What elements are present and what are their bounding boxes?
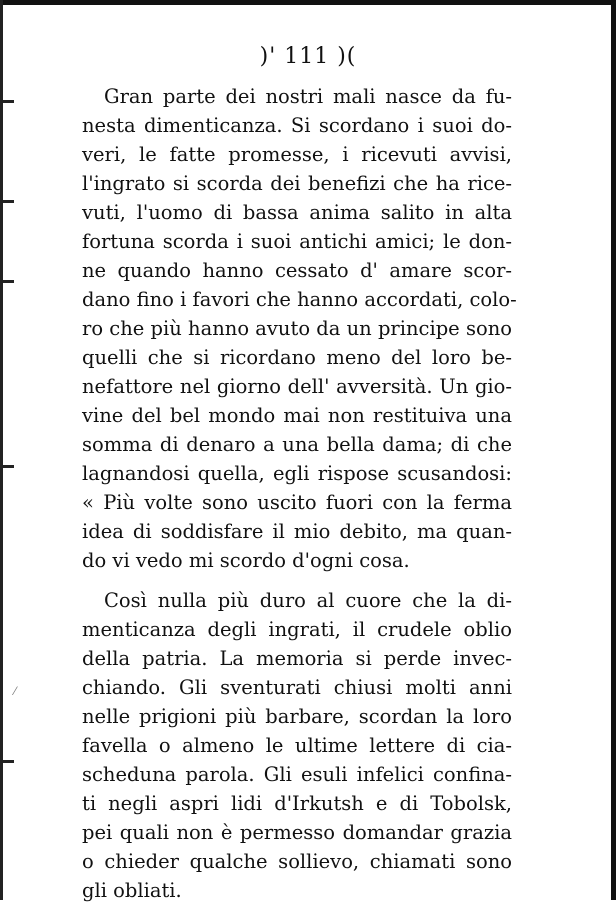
scan-edge-mark xyxy=(0,760,14,763)
text-line: lagnandosi quella, egli rispose scusandosi: xyxy=(82,462,512,485)
text-line: chiando. Gli sventurati chiusi molti anni xyxy=(82,676,512,699)
scan-speck-mark: ⁄ xyxy=(14,685,16,698)
text-line: dano fino i favori che hanno accordati, colo- xyxy=(82,288,517,311)
scan-left-border xyxy=(0,0,3,900)
text-line: vuti, l'uomo di bassa anima salito in alta xyxy=(82,201,512,224)
scan-edge-mark xyxy=(0,280,14,283)
scan-edge-mark xyxy=(0,465,14,468)
text-line: ne quando hanno cessato d' amare scor- xyxy=(82,259,512,282)
text-line: menticanza degli ingrati, il crudele oblio xyxy=(82,618,512,641)
paragraph-gap xyxy=(82,575,512,586)
scan-right-border xyxy=(611,0,616,900)
text-line: l'ingrato si scorda dei benefizi che ha rice- xyxy=(82,172,512,195)
page-body xyxy=(82,82,517,905)
text-line: della patria. La memoria si perde invec- xyxy=(82,647,512,670)
text-line: vine del bel mondo mai non restituiva una xyxy=(82,404,512,427)
scan-top-border xyxy=(0,0,616,5)
scan-edge-mark xyxy=(0,200,14,203)
text-line: veri, le fatte promesse, i ricevuti avvisi, xyxy=(82,143,512,166)
paragraph xyxy=(82,586,512,905)
text-line: ti negli aspri lidi d'Irkutsh e di Tobolsk, xyxy=(82,792,512,815)
text-line: ro che più hanno avuto da un principe sono xyxy=(82,317,512,340)
text-line: nelle prigioni più barbare, scordan la loro xyxy=(82,705,512,728)
text-line: « Più volte sono uscito fuori con la ferma xyxy=(82,491,512,514)
page-number: )' 111 )( xyxy=(259,44,357,69)
paragraph xyxy=(82,82,517,575)
text-line: Gran parte dei nostri mali nasce da fu- xyxy=(104,85,512,108)
text-line: quelli che si ricordano meno del loro be- xyxy=(82,346,512,369)
text-line: do vi vedo mi scordo d'ogni cosa. xyxy=(82,549,410,572)
text-line: somma di denaro a una bella dama; di che xyxy=(82,433,512,456)
text-line: o chieder qualche sollievo, chiamati sono xyxy=(82,850,512,873)
text-line: favella o almeno le ultime lettere di cia- xyxy=(82,734,512,757)
text-line: nefattore nel giorno dell' avversità. Un gio- xyxy=(82,375,512,398)
text-line: scheduna parola. Gli esuli infelici confina- xyxy=(82,763,512,786)
text-line: fortuna scorda i suoi antichi amici; le don- xyxy=(82,230,512,253)
scan-edge-mark xyxy=(0,100,14,103)
text-line: gli obliati. xyxy=(82,879,182,902)
text-line: idea di soddisfare il mio debito, ma quan- xyxy=(82,520,512,543)
text-line: Così nulla più duro al cuore che la di- xyxy=(104,589,512,612)
text-line: pei quali non è permesso domandar grazia xyxy=(82,821,512,844)
text-line: nesta dimenticanza. Si scordano i suoi do- xyxy=(82,114,512,137)
